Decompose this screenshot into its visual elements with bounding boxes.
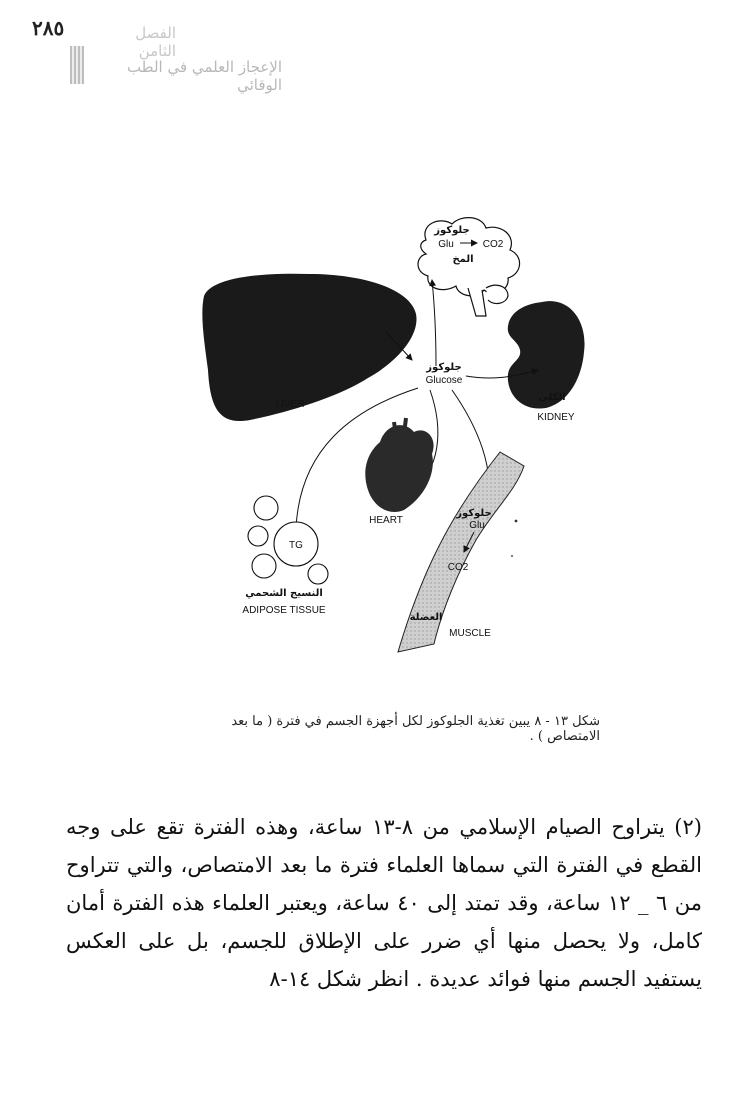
liver-label: LIVER: [275, 399, 305, 410]
glucose-distribution-figure: [190, 210, 600, 670]
figure-illustration: [190, 210, 600, 670]
heart-label: HEART: [369, 515, 403, 526]
kidney-label-ar: الكلى: [538, 392, 566, 403]
glucose-label: Glucose: [425, 375, 463, 386]
adipose-tissue-cells: [248, 496, 328, 584]
speck-dot: [515, 520, 518, 523]
chapter-title: الفصل الثامن: [135, 24, 176, 60]
speck-dot: [511, 555, 513, 557]
figure-caption: شكل ١٣ - ٨ يبين تغذية الجلوكوز لكل أجهزة الجسم في فترة ( ما بعد الامتصاص ) .: [231, 714, 600, 744]
adipose-label-ar: النسيج الشحمي: [245, 588, 323, 599]
page-number: ٢٨٥: [32, 16, 65, 40]
muscle-label-ar: العضلة: [409, 612, 443, 623]
glucose-to-brain-arrow: [432, 280, 436, 366]
brain-glu-label: Glu: [438, 239, 454, 250]
book-title: الإعجاز العلمي في الطب الوقائي: [126, 58, 282, 94]
adipose-label: ADIPOSE TISSUE: [242, 605, 326, 616]
muscle-label: MUSCLE: [449, 628, 491, 639]
brain-glucose-label-ar: جلوكوز: [434, 225, 470, 236]
brain-co2-label: CO2: [482, 239, 504, 250]
tg-label: TG: [289, 540, 303, 551]
glucose-label-ar: جلوكوز: [426, 362, 462, 373]
liver-organ: [202, 274, 416, 421]
muscle-co2-label: CO2: [447, 562, 469, 573]
kidney-label: KIDNEY: [537, 412, 575, 423]
brain-name-label: المخ: [452, 254, 474, 265]
body-paragraph: (٢) يتراوح الصيام الإسلامي من ٨-١٣ ساعة، وهذه الفترة تقع على وجه القطع في الفترة التي سماها العلماء فترة ما بعد الامتصاص، والتي تتراوح من ٦ _ ١٢ ساعة، وقد تمتد إلى ٤٠ ساعة، ويعتبر العلماء هذه الفترة أمان كامل، ولا يحصل منها أي ضرر على الإطلاق للجسم، بل على العكس يستفيد الجسم منها فوائد عديدة . انظر شكل ١٤-٨: [66, 815, 702, 991]
muscle-glucose-label-ar: جلوكوز: [456, 508, 492, 519]
muscle-glu-label: Glu: [469, 520, 485, 531]
header-decoration-bar: [70, 46, 84, 84]
heart-organ: [365, 418, 433, 512]
